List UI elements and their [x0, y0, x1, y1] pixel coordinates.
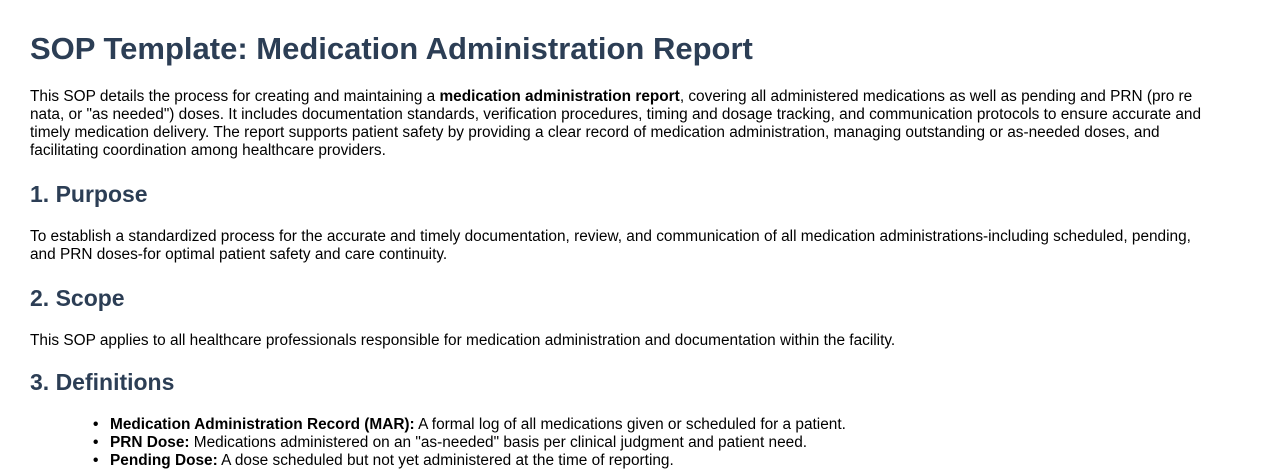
- definition-term: PRN Dose:: [110, 434, 190, 451]
- intro-bold-term: medication administration report: [439, 88, 680, 105]
- definition-term: Pending Dose:: [110, 452, 218, 469]
- intro-text-start: This SOP details the process for creating and maintaining a: [30, 88, 440, 105]
- definition-item: [93, 416, 1230, 434]
- scope-heading: 2. Scope: [30, 285, 125, 311]
- intro-text-end: , covering all administered medications as well as pending and PRN (pro re nata, or "as needed") doses. It includes documentation standards, verification procedures, timing and dosage tracking, and communication protocols to ensure accurate and timely medication delivery. The report supports patient safety by providing a clear record of medication administration, managing outstanding or as-needed doses, and facilitating coordination among healthcare providers.: [30, 88, 1202, 159]
- bullet-icon: •: [93, 416, 99, 433]
- bullet-icon: •: [93, 434, 99, 451]
- scope-text: This SOP applies to all healthcare professionals responsible for medication administration and documentation within the facility.: [30, 332, 896, 349]
- definition-term: Medication Administration Record (MAR):: [110, 416, 415, 433]
- definitions-list: [30, 416, 1230, 470]
- definitions-heading: 3. Definitions: [30, 369, 175, 395]
- definition-desc: A dose scheduled but not yet administered at the time of reporting.: [217, 452, 674, 469]
- intro-paragraph: [30, 88, 1225, 160]
- definition-item: [93, 452, 1230, 470]
- purpose-text: To establish a standardized process for the accurate and timely documentation, review, and communication of all medication administrations-including scheduled, pending, and PRN doses-for optimal patient safety and care continuity.: [30, 228, 1191, 263]
- purpose-heading: 1. Purpose: [30, 181, 148, 207]
- document-title: SOP Template: Medication Administration Report: [30, 31, 753, 66]
- definition-desc: A formal log of all medications given or scheduled for a patient.: [414, 416, 846, 433]
- definition-item: [93, 434, 1230, 452]
- definition-desc: Medications administered on an "as-needed" basis per clinical judgment and patient need.: [189, 434, 808, 451]
- bullet-icon: •: [93, 452, 99, 469]
